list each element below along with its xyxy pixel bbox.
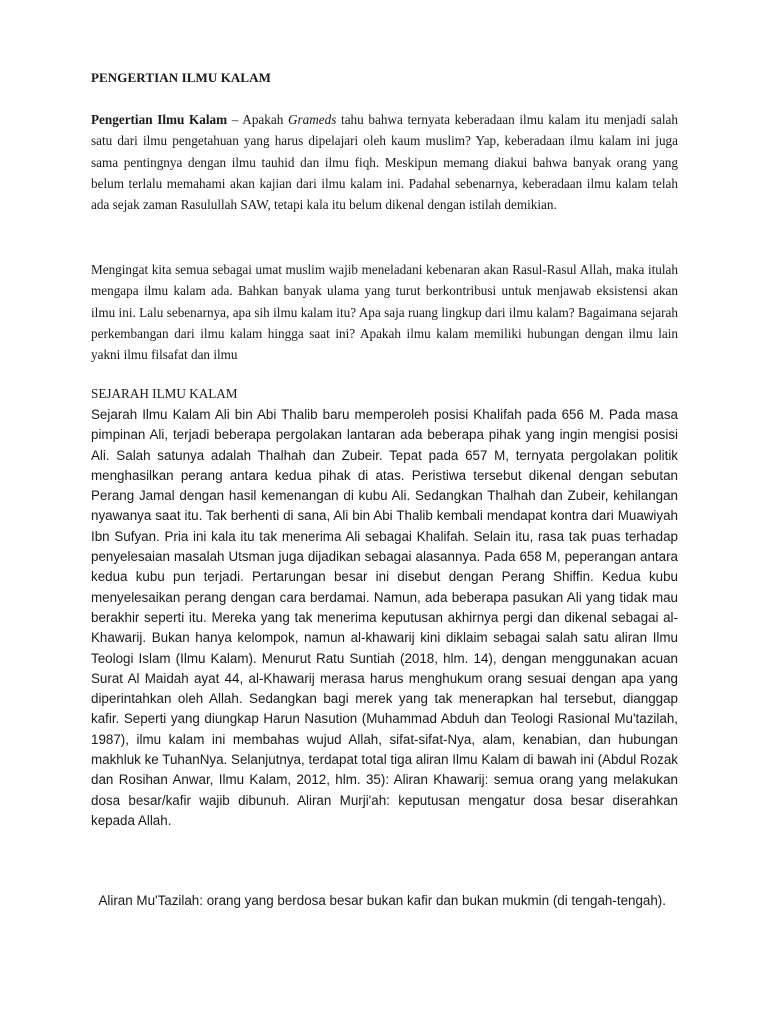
intro-italic-word: Grameds	[288, 112, 337, 127]
section-heading: SEJARAH ILMU KALAM	[91, 386, 238, 401]
second-paragraph: Mengingat kita semua sebagai umat muslim wajib meneladani kebenaran akan Rasul-Rasul Allah, maka itulah mengapa ilmu kalam ada. Bahkan banyak ulama yang turut berkontribusi untuk menjawab eksistensi akan ilmu ini. Lalu sebenarnya, apa sih ilmu kalam itu? Apa saja ruang lingkup dari ilmu kalam? Bagaimana sejarah perkembangan dari ilmu kalam hingga saat ini? Apakah ilmu kalam memiliki hubungan dengan ilmu lain yakni ilmu filsafat dan ilmu	[91, 262, 678, 363]
intro-lead-dash: – Apakah	[227, 112, 288, 127]
history-paragraph: Sejarah Ilmu Kalam Ali bin Abi Thalib baru memperoleh posisi Khalifah pada 656 M. Pada masa pimpinan Ali, terjadi beberapa pergolakan lantaran ada beberapa pihak yang ingin mengisi posisi Ali. Salah satunya adalah Thalhah dan Zubeir. Tepat pada 657 M, ternyata pergolakan politik menghasilkan perang antara kedua pihak di atas. Peristiwa tersebut dikenal dengan sebutan Perang Jamal dengan hasil kemenangan di kubu Ali. Sedangkan Thalhah dan Zubeir, kehilangan nyawanya saat itu. Tak berhenti di sana, Ali bin Abi Thalib kembali mendapat kontra dari Muawiyah Ibn Sufyan. Pria ini kala itu tak menerima Ali sebagai Khalifah. Selain itu, rasa tak puas terhadap penyelesaian masalah Utsman juga dijadikan sebagai alasannya. Pada 658 M, peperangan antara kedua kubu pun terjadi. Pertarungan besar ini disebut dengan Perang Shiffin. Kedua kubu menyelesaikan perang dengan cara berdamai. Namun, ada beberapa pasukan Ali yang tidak mau berakhir seperti itu. Mereka yang tak menerima keputusan akhirnya pergi dan dikenal sebagai al-Khawarij. Bukan hanya kelompok, namun al-khawarij kini diklaim sebagai salah satu aliran Ilmu Teologi Islam (Ilmu Kalam). Menurut Ratu Suntiah (2018, hlm. 14), dengan menggunakan acuan Surat Al Maidah ayat 44, al-Khawarij merasa harus menghukum orang sesuai dengan apa yang diperintahkan oleh Allah. Sedangkan bagi merek yang tak menerapkan hal tersebut, dianggap kafir. Seperti yang diungkap Harun Nasution (Muhammad Abduh dan Teologi Rasional Mu'tazilah, 1987), ilmu kalam ini membahas wujud Allah, sifat-sifat-Nya, alam, kenabian, dan hubungan makhluk ke TuhanNya. Selanjutnya, terdapat total tiga aliran Ilmu Kalam di bawah ini (Abdul Rozak dan Rosihan Anwar, Ilmu Kalam, 2012, hlm. 35): Aliran Khawarij: semua orang yang melakukan dosa besar/kafir wajib dibunuh. Aliran Murji'ah: keputusan mengatur dosa besar diserahkan kepada Allah.	[91, 407, 678, 828]
intro-rest-text: tahu bahwa ternyata keberadaan ilmu kalam itu menjadi salah satu dari ilmu pengetahuan yang harus dipelajari oleh kaum muslim? Yap, keberadaan ilmu kalam ini juga sama pentingnya dengan ilmu tauhid dan ilmu fiqh. Meskipun memang diakui bahwa banyak orang yang belum terlalu memahami akan kajian dari ilmu kalam ini. Padahal sebenarnya, keberadaan ilmu kalam telah ada sejak zaman Rasulullah SAW, tetapi kala itu belum dikenal dengan istilah demikian.	[91, 112, 678, 213]
mutazilah-paragraph: Aliran Mu'Tazilah: orang yang berdosa besar bukan kafir dan bukan mukmin (di tengah-tengah).	[91, 893, 666, 908]
intro-lead-term: Pengertian Ilmu Kalam	[91, 112, 228, 127]
page-title: PENGERTIAN ILMU KALAM	[91, 70, 272, 85]
intro-paragraph	[91, 109, 678, 215]
